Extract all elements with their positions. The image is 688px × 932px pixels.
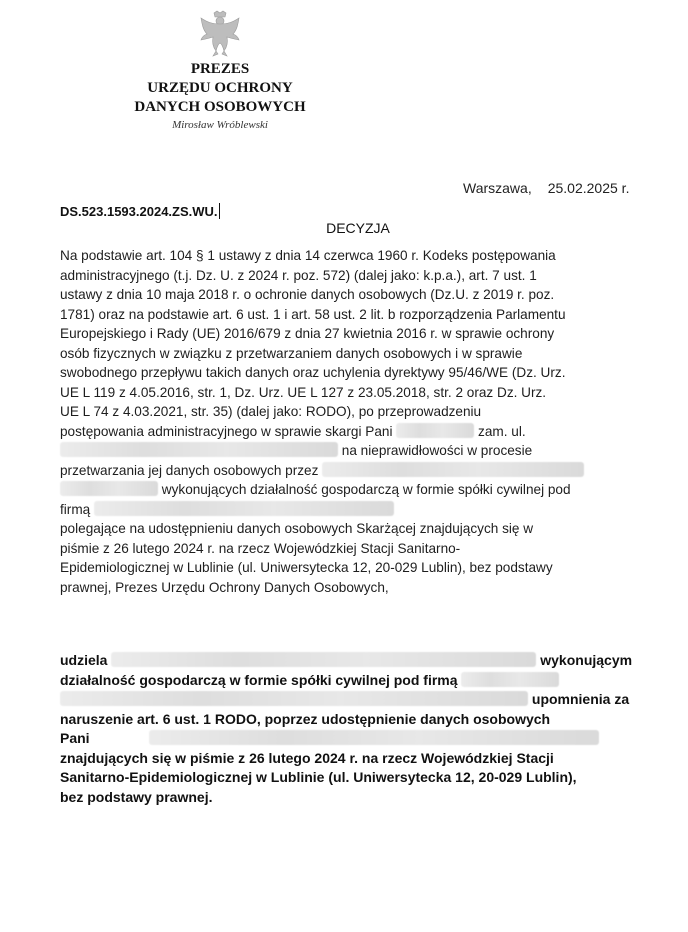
document-title: DECYZJA: [326, 220, 390, 236]
redacted-company-owners: [60, 481, 158, 496]
body-line: ustawy z dnia 10 maja 2018 r. o ochronie danych osobowych (Dz.U. z 2019 r. poz.: [60, 287, 555, 302]
decision-line-text: Pani: [60, 730, 90, 746]
body-line: 1781) oraz na podstawie art. 6 ust. 1 i art. 58 ust. 2 lit. b rozporządzenia Parlamentu: [60, 306, 566, 322]
body-line: piśmie z 26 lutego 2024 r. na rzecz Wojewódzkiej Stacji Sanitarno-: [60, 540, 461, 556]
body-line: Europejskiego i Rady (UE) 2016/679 z dnia 27 kwietnia 2016 r. w sprawie ochrony: [60, 326, 555, 341]
body-line: UE L 74 z 4.03.2021, str. 35) (dalej jako: RODO), po przeprowadzeniu: [60, 404, 482, 419]
decision-line: znajdujących się w piśmie z 26 lutego 2024 r. na rzecz Wojewódzkiej Stacji: [60, 749, 554, 766]
body-line: [60, 480, 656, 500]
legal-basis-paragraph: [60, 246, 656, 597]
case-number-text: DS.523.1593.2024.ZS.WU.: [60, 204, 218, 219]
body-line: [60, 441, 656, 461]
header-line-prezes: PREZES: [190, 61, 250, 77]
redacted-company-name: [60, 691, 528, 706]
decision-paragraph: [60, 651, 660, 807]
redacted-company-owners: [322, 462, 584, 477]
header-line-urzad: URZĘDU OCHRONY: [147, 80, 293, 96]
issuer-header: [90, 60, 350, 133]
body-line-text: firmą: [60, 501, 91, 517]
body-line: administracyjnego (t.j. Dz. U. z 2024 r. poz. 572) (dalej jako: k.p.a.), art. 7 ust. 1: [60, 267, 537, 283]
decision-line-text: upomnienia za: [531, 691, 630, 707]
body-line-text: przetwarzania jej danych osobowych przez: [60, 462, 319, 478]
place-date: [463, 180, 629, 196]
redacted-name: [396, 423, 474, 438]
header-line-danych: DANYCH OSOBOWYCH: [134, 99, 306, 115]
body-line: [60, 422, 656, 442]
body-line: polegające na udostępnieniu danych osobowych Skarżącej znajdujących się w: [60, 521, 534, 536]
signatory-name: Mirosław Wróblewski: [172, 119, 268, 131]
decision-line: Sanitarno-Epidemiologicznej w Lublinie (ul. Uniwersytecka 12, 20-029 Lublin),: [60, 769, 577, 785]
body-line: prawnej, Prezes Urzędu Ochrony Danych Osobowych,: [60, 579, 389, 595]
body-line-text: na nieprawidłowości w procesie: [341, 443, 533, 458]
redacted-company-name: [94, 501, 394, 516]
redacted-company-name: [461, 672, 559, 687]
decision-line-text: działalność gospodarczą w formie spółki cywilnej pod firmą: [60, 671, 458, 688]
decision-line: bez podstawy prawnej.: [60, 788, 213, 805]
body-line: Epidemiologicznej w Lublinie (ul. Uniwersytecka 12, 20-029 Lublin), bez podstawy: [60, 560, 553, 575]
redacted-address: [60, 442, 338, 457]
eagle-emblem-icon: [197, 10, 243, 58]
decision-line-text: udziela: [60, 652, 108, 668]
redacted-complainant: [149, 730, 599, 745]
case-number: [60, 203, 220, 219]
body-line: [60, 500, 656, 520]
body-line-text: zam. ul.: [478, 423, 526, 439]
redacted-company-owners: [111, 652, 536, 667]
decision-line: naruszenie art. 6 ust. 1 RODO, poprzez udostępnienie danych osobowych: [60, 710, 551, 727]
decision-line-text: wykonującym: [540, 652, 633, 668]
body-line: Na podstawie art. 104 § 1 ustawy z dnia 14 czerwca 1960 r. Kodeks postępowania: [60, 248, 556, 263]
decision-line: [60, 690, 660, 710]
body-line-text: wykonujących działalność gospodarczą w formie spółki cywilnej pod: [161, 482, 571, 497]
date: 25.02.2025 r.: [547, 180, 630, 196]
place: Warszawa,: [463, 180, 532, 196]
text-cursor: [219, 203, 220, 219]
body-line: UE L 119 z 4.05.2016, str. 1, Dz. Urz. UE L 127 z 23.05.2018, str. 2 oraz Dz. Urz.: [60, 384, 547, 400]
decision-line: [60, 651, 660, 671]
decision-line: [60, 729, 660, 749]
decision-line: [60, 671, 660, 691]
body-line-text: postępowania administracyjnego w sprawie skargi Pani: [60, 423, 393, 439]
body-line: [60, 461, 656, 481]
body-line: osób fizycznych w związku z przetwarzaniem danych osobowych i w sprawie: [60, 345, 523, 361]
body-line: swobodnego przepływu takich danych oraz uchylenia dyrektywy 95/46/WE (Dz. Urz.: [60, 365, 566, 380]
